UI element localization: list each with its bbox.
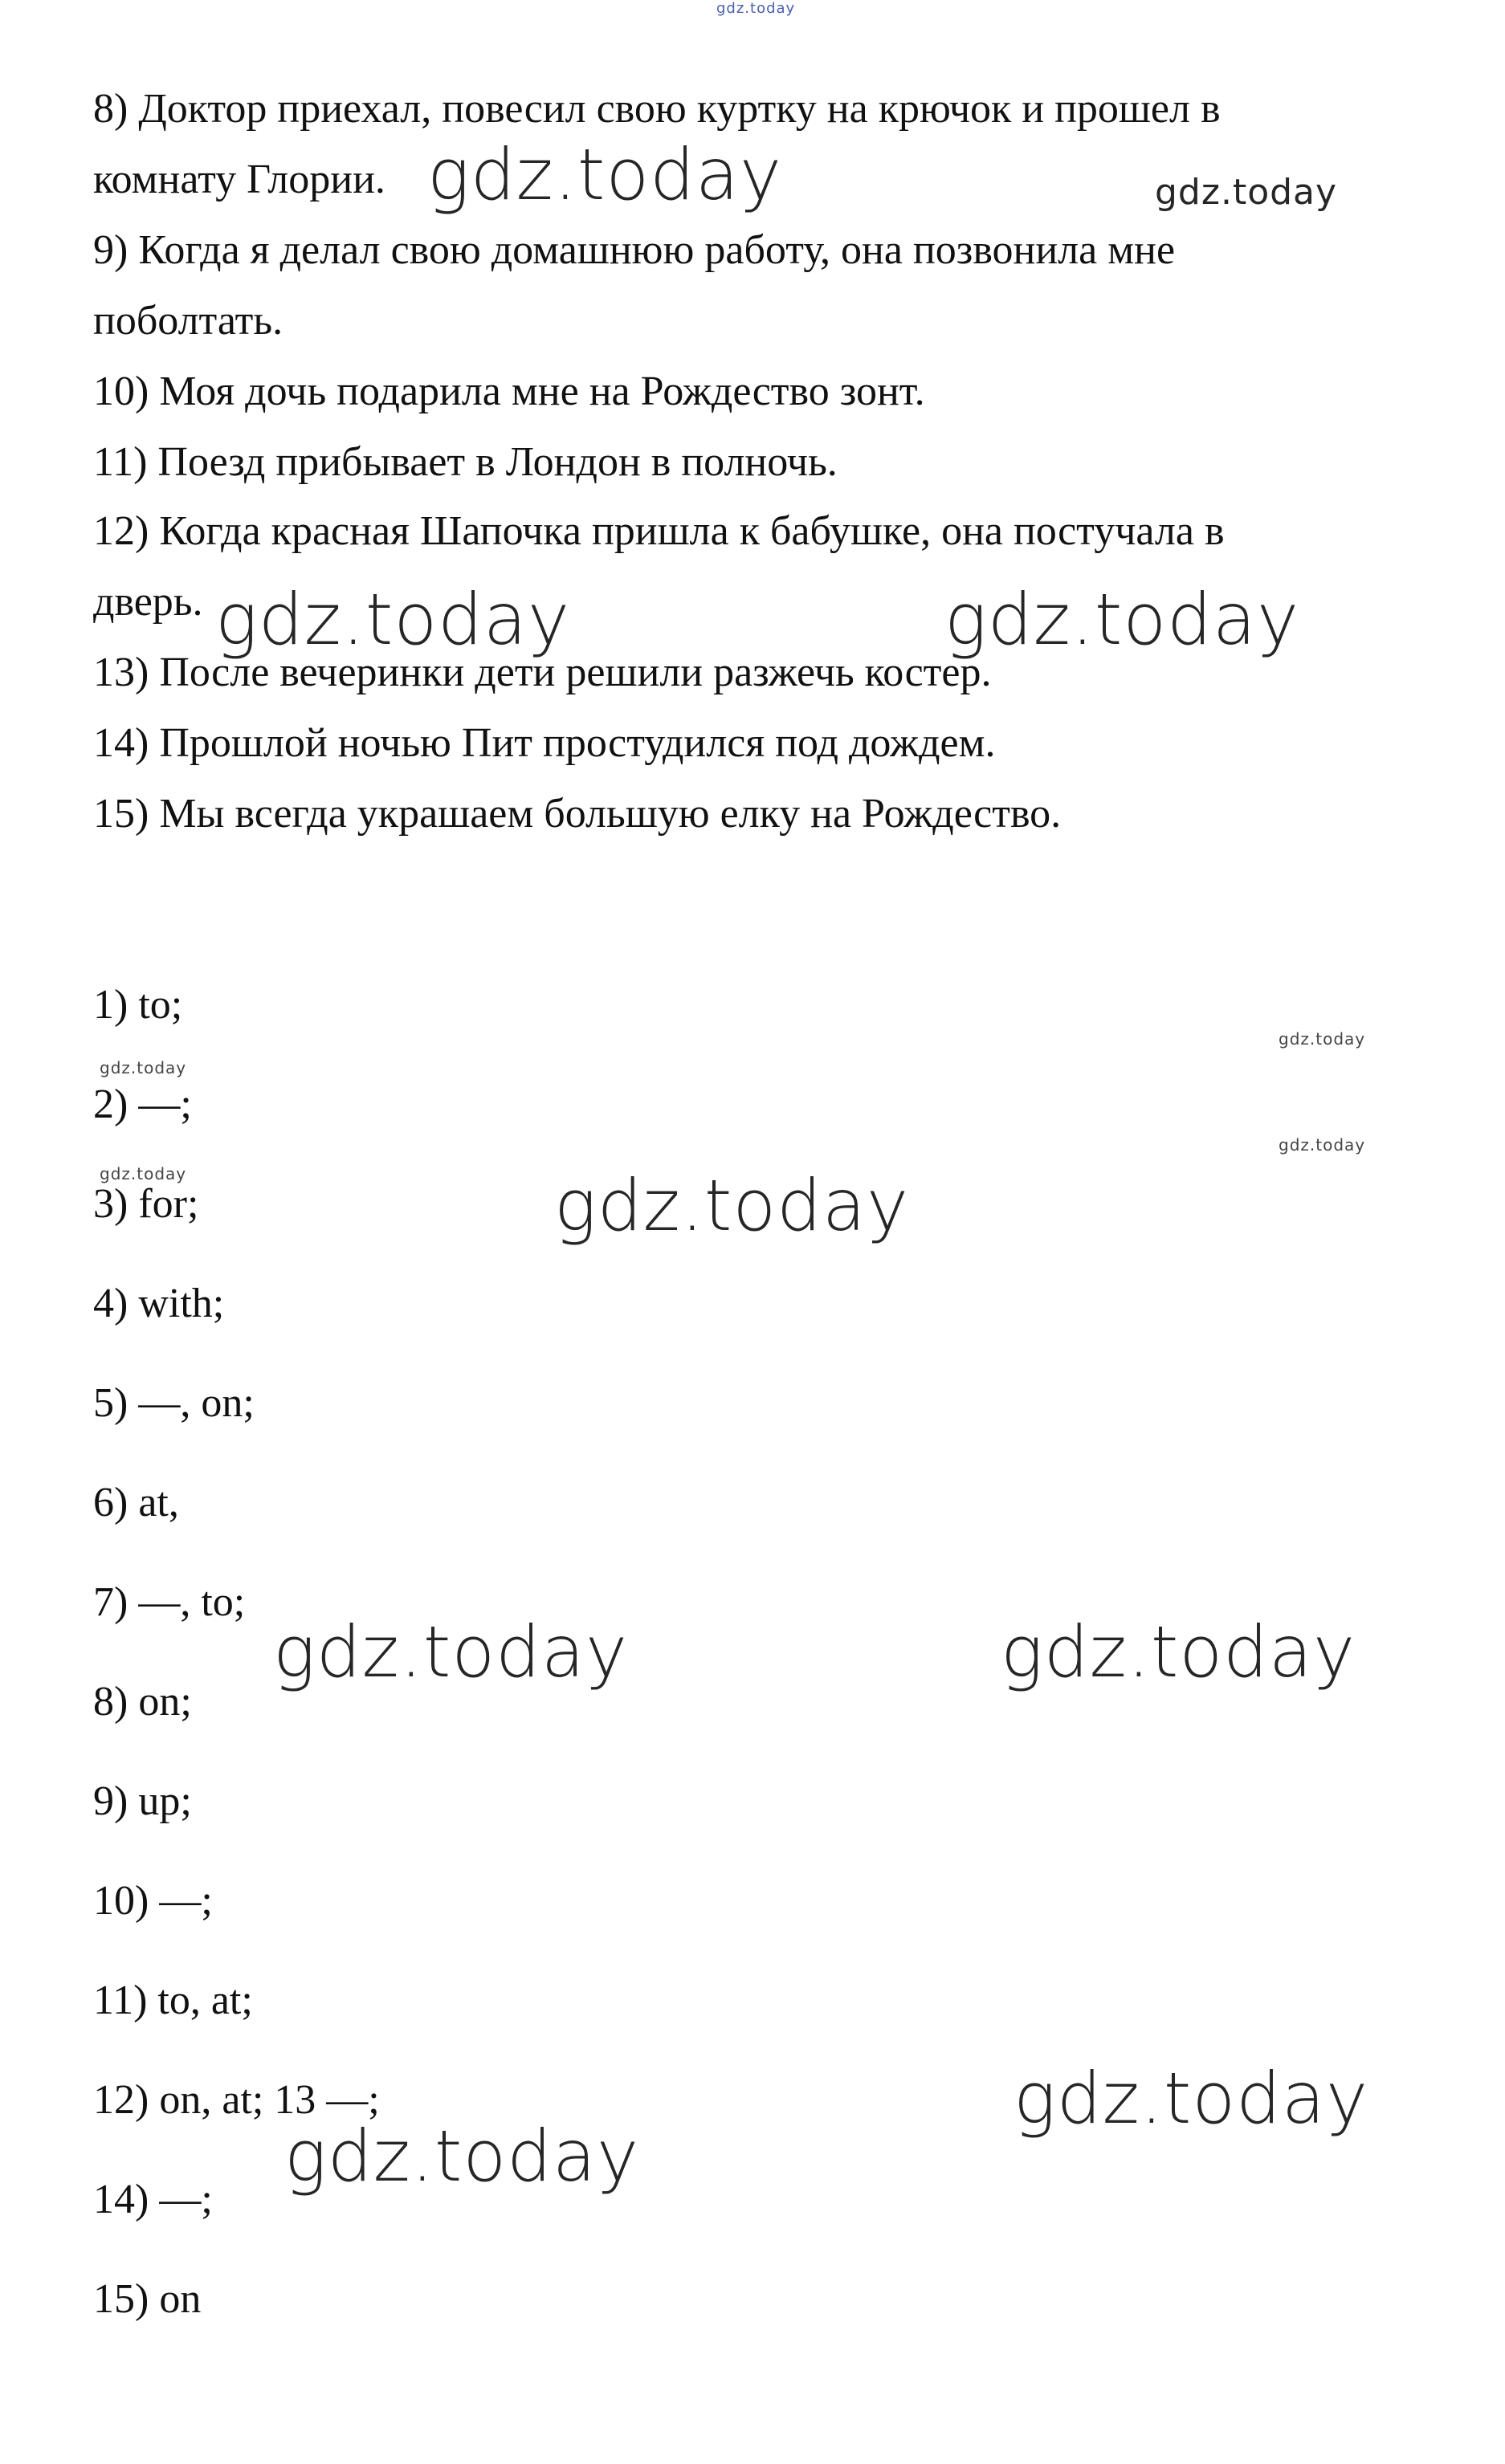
answer-item-4: 4) with; — [93, 1281, 225, 1326]
translation-line-9a: 9) Когда я делал свою домашнюю работу, она позвонила мне — [93, 227, 1176, 273]
watermark-top: gdz.today — [716, 0, 796, 17]
answer-item-3: 3) for; — [93, 1181, 199, 1227]
translation-line-12a: 12) Когда красная Шапочка пришла к бабушке, она постучала в — [93, 508, 1225, 554]
watermark-13: gdz.today — [284, 2115, 640, 2197]
watermark-4: gdz.today — [944, 578, 1300, 661]
answer-item-12-13: 12) on, at; 13 —; — [93, 2077, 380, 2123]
watermark-3: gdz.today — [215, 578, 571, 661]
translation-line-15: 15) Мы всегда украшаем большую елку на Рождество. — [93, 791, 1062, 837]
watermark-7: gdz.today — [1279, 1135, 1366, 1155]
answer-item-8: 8) on; — [93, 1679, 192, 1725]
watermark-1: gdz.today — [427, 133, 783, 216]
watermark-11: gdz.today — [1001, 1611, 1356, 1693]
answer-item-9: 9) up; — [93, 1778, 192, 1824]
translation-line-14: 14) Прошлой ночью Пит простудился под дождем. — [93, 720, 996, 766]
watermark-6: gdz.today — [100, 1058, 187, 1077]
translation-line-10: 10) Моя дочь подарила мне на Рождество зонт. — [93, 369, 925, 414]
answer-item-6: 6) at, — [93, 1480, 179, 1525]
watermark-10: gdz.today — [273, 1611, 629, 1693]
translation-line-8b: комнату Глории. — [93, 157, 385, 202]
translation-line-12b: дверь. — [93, 579, 203, 625]
answer-item-14: 14) —; — [93, 2177, 213, 2222]
translation-line-9b: поболтать. — [93, 298, 283, 344]
translation-line-11: 11) Поезд прибывает в Лондон в полночь. — [93, 439, 838, 485]
answer-item-10: 10) —; — [93, 1878, 213, 1924]
answer-item-15: 15) on — [93, 2276, 202, 2322]
translation-line-8a: 8) Доктор приехал, повесил свою куртку на крючок и прошел в — [93, 86, 1221, 132]
watermark-12: gdz.today — [1014, 2057, 1369, 2140]
watermark-8: gdz.today — [100, 1164, 187, 1183]
translation-line-13: 13) После вечеринки дети решили разжечь костер. — [93, 650, 992, 695]
watermark-2: gdz.today — [1155, 172, 1338, 213]
answer-item-1: 1) to; — [93, 982, 183, 1028]
watermark-9: gdz.today — [554, 1164, 910, 1247]
answer-item-7: 7) —, to; — [93, 1579, 246, 1625]
answer-item-2: 2) —; — [93, 1081, 192, 1127]
answer-item-11: 11) to, at; — [93, 1977, 253, 2023]
answer-item-5: 5) —, on; — [93, 1380, 255, 1426]
watermark-5: gdz.today — [1279, 1029, 1366, 1049]
